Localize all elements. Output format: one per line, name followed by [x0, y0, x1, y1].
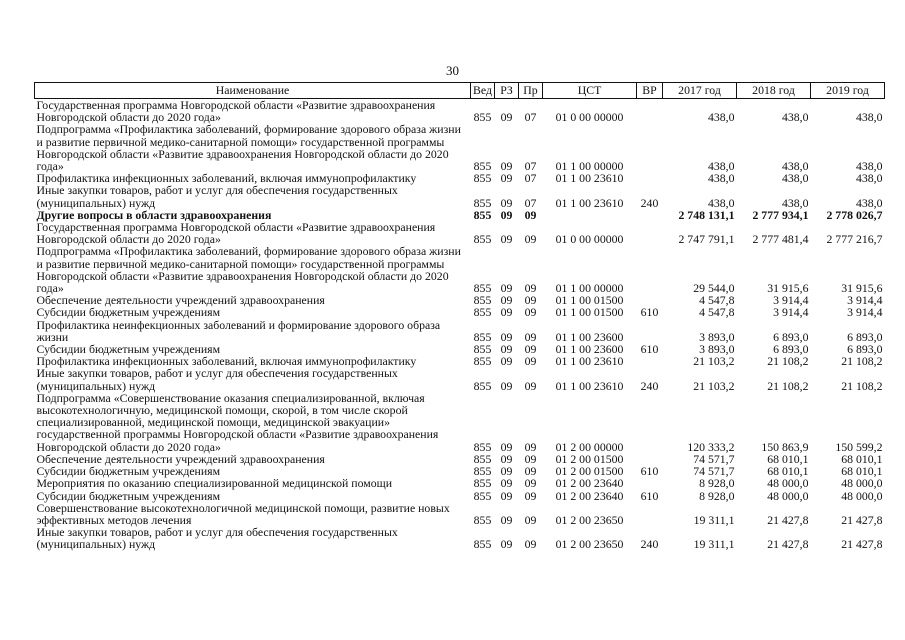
page-number: 30 [446, 63, 459, 78]
row-2018: 21 427,8 [767, 512, 809, 527]
row-2019: 21 427,8 [841, 512, 883, 527]
row-rz: 09 [500, 476, 513, 491]
row-pr: 07 [524, 159, 537, 174]
row-rz: 09 [500, 378, 513, 393]
table-row [35, 99, 885, 124]
row-2017: 3 893,0 [699, 342, 735, 357]
row-2019: 21 427,8 [841, 537, 883, 552]
row-cst: 01 2 00 23640 [555, 488, 624, 503]
row-2019: 3 914,4 [847, 293, 883, 308]
row-name: Государственная программа Новгородской области «Развитие здравоохранения Новгородской области до 2020 года» [36, 220, 436, 247]
row-2019: 21 108,2 [841, 354, 883, 369]
row-cst: 01 1 00 01500 [555, 305, 624, 320]
row-2019: 31 915,6 [841, 281, 883, 296]
row-vr: 240 [640, 195, 659, 210]
row-2019: 3 914,4 [847, 305, 883, 320]
row-vr [637, 123, 663, 172]
row-2018: 438,0 [781, 110, 809, 125]
budget-table [34, 82, 885, 551]
row-pr: 09 [524, 354, 537, 369]
row-cst: 01 0 00 00000 [555, 110, 624, 125]
header-name: Наименование [35, 83, 471, 99]
row-cst: 01 1 00 23600 [555, 329, 624, 344]
row-cst: 01 2 00 23650 [555, 537, 624, 552]
row-2018: 31 915,6 [767, 281, 809, 296]
row-pr: 09 [524, 439, 537, 454]
row-rz: 09 [500, 305, 513, 320]
header-2018: 2018 год [737, 83, 811, 99]
row-ved: 855 [473, 354, 492, 369]
row-2017: 74 571,7 [693, 451, 735, 466]
row-rz: 09 [500, 488, 513, 503]
row-2017: 2 747 791,1 [678, 232, 735, 247]
row-name: Обеспечение деятельности учреждений здравоохранения [36, 293, 325, 308]
table-row [35, 184, 885, 208]
row-cst: 01 1 00 01500 [555, 293, 624, 308]
row-rz: 09 [500, 232, 513, 247]
row-name: Подпрограмма «Профилактика заболеваний, формирование здорового образа жизни и развитие первичной медико-санитарной помощи» государственной программы Новгородской области «Развитие здравоохранения Новгородской области до 2020 года» [36, 122, 461, 174]
row-rz: 09 [500, 451, 513, 466]
row-2018: 21 108,2 [767, 378, 809, 393]
row-vr: 240 [640, 537, 659, 552]
row-name: Подпрограмма «Профилактика заболеваний, формирование здорового образа жизни и развитие первичной медико-санитарной помощи» государственной программы Новгородской области «Развитие здравоохранения Новгородской области до 2020 года» [36, 244, 461, 296]
row-vr: 610 [640, 488, 659, 503]
row-rz: 09 [500, 159, 513, 174]
row-2019: 48 000,0 [841, 476, 883, 491]
row-ved: 855 [473, 207, 492, 222]
row-pr: 09 [524, 207, 537, 222]
row-2017: 3 893,0 [699, 329, 735, 344]
row-vr: 610 [640, 464, 659, 479]
row-cst: 01 1 00 23610 [555, 378, 624, 393]
table-row [35, 367, 885, 391]
row-name: Другие вопросы в области здравоохранения [36, 207, 272, 222]
row-2018: 21 108,2 [767, 354, 809, 369]
row-pr: 09 [524, 537, 537, 552]
row-name: Иные закупки товаров, работ и услуг для обеспечения государственных (муниципальных) нужд [36, 525, 398, 552]
header-cst: ЦСТ [543, 83, 637, 99]
row-rz: 09 [500, 171, 513, 186]
row-ved: 855 [473, 305, 492, 320]
table-row [35, 221, 885, 245]
row-2017: 2 748 131,1 [678, 207, 735, 222]
row-2017: 19 311,1 [693, 537, 735, 552]
row-cst: 01 2 00 00000 [555, 439, 624, 454]
row-pr: 09 [524, 342, 537, 357]
row-ved: 855 [473, 281, 492, 296]
row-2018: 48 000,0 [767, 476, 809, 491]
row-2017: 438,0 [707, 195, 735, 210]
row-ved: 855 [473, 195, 492, 210]
row-ved: 855 [473, 342, 492, 357]
row-vr [637, 355, 663, 367]
row-2019: 438,0 [855, 171, 883, 186]
header-2019: 2019 год [811, 83, 885, 99]
row-cst: 01 1 00 23610 [555, 354, 624, 369]
row-2017: 29 544,0 [693, 281, 735, 296]
row-vr [637, 319, 663, 343]
table-row [35, 490, 885, 502]
row-cst: 01 1 00 00000 [555, 281, 624, 296]
row-name: Субсидии бюджетным учреждениям [36, 464, 221, 479]
row-cst: 01 2 00 23650 [555, 512, 624, 527]
table-body [35, 99, 885, 551]
header-ved: Вед [471, 83, 495, 99]
row-name: Профилактика инфекционных заболеваний, включая иммунопрофилактику [36, 171, 417, 186]
row-vr [637, 99, 663, 124]
row-cst: 01 0 00 00000 [555, 232, 624, 247]
header-2017: 2017 год [663, 83, 737, 99]
row-vr [637, 245, 663, 294]
row-ved: 855 [473, 512, 492, 527]
row-2018: 438,0 [781, 159, 809, 174]
row-pr: 09 [524, 305, 537, 320]
row-rz: 09 [500, 464, 513, 479]
row-ved: 855 [473, 171, 492, 186]
row-rz: 09 [500, 110, 513, 125]
header-vr: ВР [637, 83, 663, 99]
table-header-row [35, 83, 885, 99]
row-2018: 438,0 [781, 171, 809, 186]
row-pr: 09 [524, 488, 537, 503]
row-vr: 610 [640, 342, 659, 357]
row-name: Совершенствование высокотехнологичной медицинской помощи, развитие новых эффективных методов лечения [36, 500, 450, 527]
row-2019: 150 599,2 [835, 439, 883, 454]
row-name: Обеспечение деятельности учреждений здравоохранения [36, 451, 325, 466]
row-pr: 07 [524, 171, 537, 186]
row-vr [637, 221, 663, 245]
row-ved: 855 [473, 439, 492, 454]
row-ved: 855 [473, 293, 492, 308]
table-row [35, 477, 885, 489]
table-row [35, 245, 885, 294]
row-2017: 19 311,1 [693, 512, 735, 527]
row-2019: 68 010,1 [841, 451, 883, 466]
row-2019: 2 778 026,7 [826, 207, 883, 222]
row-name: Подпрограмма «Совершенствование оказания специализированной, включая высокотехнологичную, медицинской помощи, скорой, в том числе скорой специализированной, медицинской помощи, медицинской эвакуации» государственной программы Новгородской области «Развитие здравоохранения Новгородской области до 2020 года» [36, 390, 439, 454]
row-pr: 07 [524, 195, 537, 210]
row-rz: 09 [500, 342, 513, 357]
row-pr: 09 [524, 293, 537, 308]
row-2018: 438,0 [781, 195, 809, 210]
row-2018: 2 777 481,4 [752, 232, 809, 247]
row-name: Профилактика инфекционных заболеваний, включая иммунопрофилактику [36, 354, 417, 369]
table-row [35, 392, 885, 453]
row-2017: 74 571,7 [693, 464, 735, 479]
table-row [35, 123, 885, 172]
row-ved: 855 [473, 464, 492, 479]
header-pr: Пр [519, 83, 543, 99]
row-ved: 855 [473, 159, 492, 174]
row-rz: 09 [500, 439, 513, 454]
row-vr [637, 172, 663, 184]
row-2019: 6 893,0 [847, 342, 883, 357]
table-row [35, 526, 885, 550]
row-cst: 01 1 00 23610 [555, 195, 624, 210]
table-row [35, 306, 885, 318]
row-pr: 07 [524, 110, 537, 125]
row-cst [543, 209, 637, 221]
row-ved: 855 [473, 488, 492, 503]
row-ved: 855 [473, 451, 492, 466]
row-2017: 4 547,8 [699, 293, 735, 308]
row-2018: 68 010,1 [767, 464, 809, 479]
row-name: Государственная программа Новгородской области «Развитие здравоохранения Новгородской области до 2020 года» [36, 98, 436, 125]
row-cst: 01 2 00 23640 [555, 476, 624, 491]
row-rz: 09 [500, 281, 513, 296]
table-row [35, 319, 885, 343]
row-2017: 8 928,0 [699, 488, 735, 503]
row-name: Субсидии бюджетным учреждениям [36, 342, 221, 357]
row-2017: 120 333,2 [687, 439, 735, 454]
row-2017: 4 547,8 [699, 305, 735, 320]
row-vr [637, 392, 663, 453]
row-2018: 68 010,1 [767, 451, 809, 466]
row-name: Субсидии бюджетным учреждениям [36, 488, 221, 503]
row-ved: 855 [473, 329, 492, 344]
row-rz: 09 [500, 195, 513, 210]
row-2017: 8 928,0 [699, 476, 735, 491]
row-vr [637, 477, 663, 489]
row-pr: 09 [524, 476, 537, 491]
row-2017: 438,0 [707, 171, 735, 186]
row-pr: 09 [524, 378, 537, 393]
row-vr [637, 209, 663, 221]
row-2018: 150 863,9 [761, 439, 809, 454]
row-2019: 68 010,1 [841, 464, 883, 479]
row-vr [637, 502, 663, 526]
row-name: Субсидии бюджетным учреждениям [36, 305, 221, 320]
row-2019: 438,0 [855, 159, 883, 174]
row-ved: 855 [473, 476, 492, 491]
row-2018: 3 914,4 [773, 305, 809, 320]
row-pr: 09 [524, 464, 537, 479]
row-pr: 09 [524, 512, 537, 527]
row-2018: 6 893,0 [773, 329, 809, 344]
row-2017: 21 103,2 [693, 354, 735, 369]
row-rz: 09 [500, 293, 513, 308]
row-pr: 09 [524, 451, 537, 466]
row-2017: 438,0 [707, 159, 735, 174]
row-ved: 855 [473, 232, 492, 247]
row-vr: 610 [640, 305, 659, 320]
row-cst: 01 1 00 23600 [555, 342, 624, 357]
header-rz: РЗ [495, 83, 519, 99]
row-2019: 2 777 216,7 [826, 232, 883, 247]
row-ved: 855 [473, 378, 492, 393]
row-ved: 855 [473, 110, 492, 125]
row-2019: 438,0 [855, 195, 883, 210]
row-name: Иные закупки товаров, работ и услуг для обеспечения государственных (муниципальных) нужд [36, 366, 398, 393]
row-2019: 438,0 [855, 110, 883, 125]
table-row [35, 502, 885, 526]
row-rz: 09 [500, 537, 513, 552]
row-name: Иные закупки товаров, работ и услуг для обеспечения государственных (муниципальных) нужд [36, 183, 398, 210]
row-cst: 01 1 00 00000 [555, 159, 624, 174]
row-rz: 09 [500, 207, 513, 222]
row-2017: 438,0 [707, 110, 735, 125]
row-vr: 240 [640, 378, 659, 393]
row-2018: 3 914,4 [773, 293, 809, 308]
row-ved: 855 [473, 537, 492, 552]
row-pr: 09 [524, 281, 537, 296]
row-2018: 48 000,0 [767, 488, 809, 503]
row-rz: 09 [500, 354, 513, 369]
row-2018: 21 427,8 [767, 537, 809, 552]
row-2019: 21 108,2 [841, 378, 883, 393]
row-pr: 09 [524, 329, 537, 344]
row-2019: 6 893,0 [847, 329, 883, 344]
row-2017: 21 103,2 [693, 378, 735, 393]
row-2019: 48 000,0 [841, 488, 883, 503]
row-pr: 09 [524, 232, 537, 247]
row-rz: 09 [500, 329, 513, 344]
row-cst: 01 2 00 01500 [555, 464, 624, 479]
row-name: Мероприятия по оказанию специализированной медицинской помощи [36, 476, 393, 491]
row-2018: 2 777 934,1 [752, 207, 809, 222]
row-name: Профилактика неинфекционных заболеваний и формирование здорового образа жизни [36, 317, 441, 344]
row-rz: 09 [500, 512, 513, 527]
row-2018: 6 893,0 [773, 342, 809, 357]
row-cst: 01 2 00 01500 [555, 451, 624, 466]
row-cst: 01 1 00 23610 [555, 171, 624, 186]
